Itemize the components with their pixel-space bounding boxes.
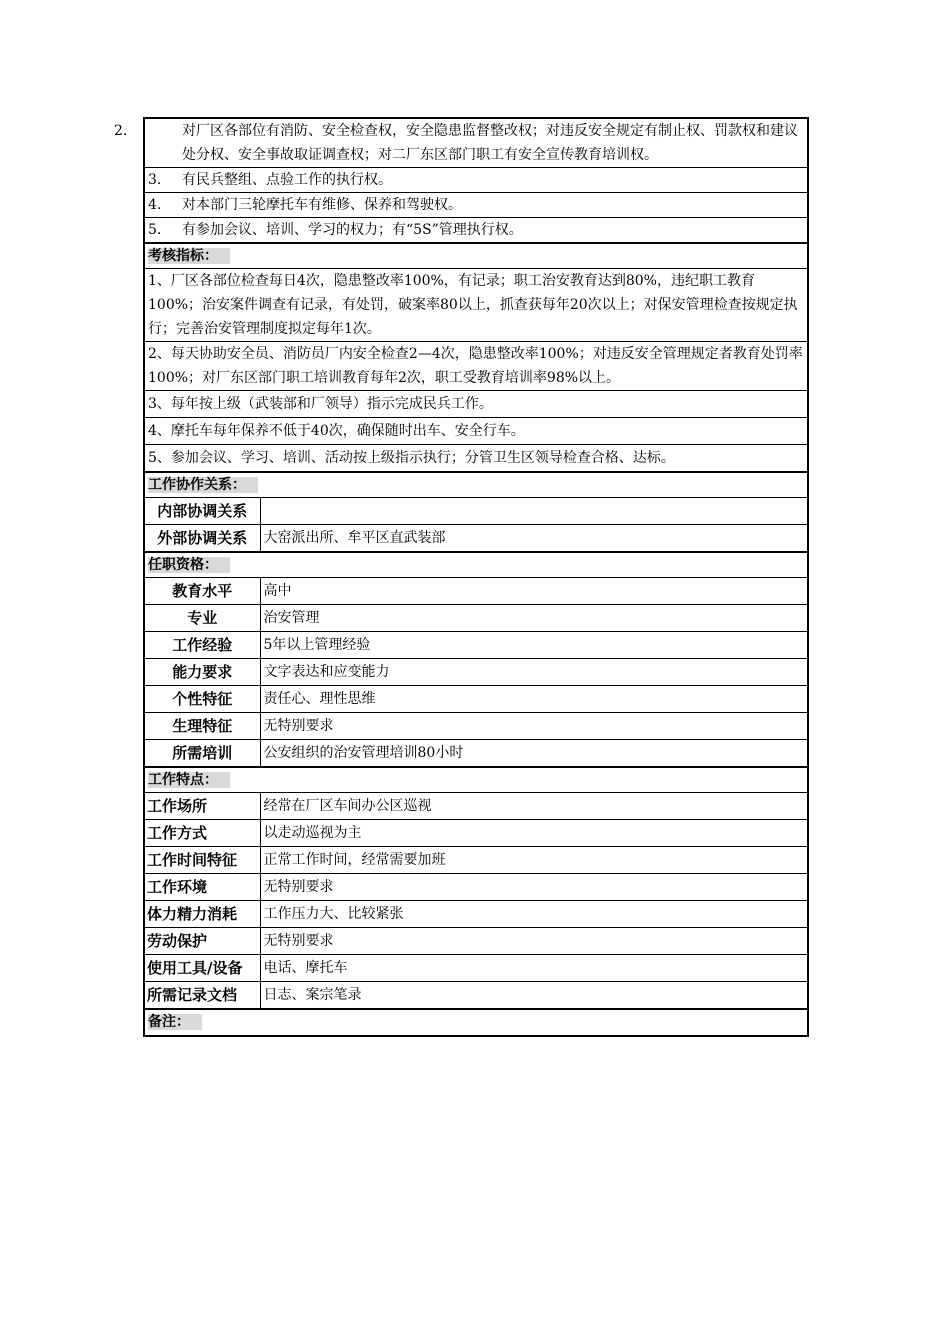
cooperation-value: 大窑派出所、牟平区直武装部: [260, 525, 808, 553]
rights-text: 有民兵整组、点验工作的执行权。: [182, 172, 392, 188]
kpi-item: 5、参加会议、学习、培训、活动按上级指示执行；分管卫生区领导检查合格、达标。: [144, 445, 808, 473]
rights-number: 5.: [148, 222, 162, 238]
remarks-heading: 备注：: [148, 1014, 202, 1030]
features-row: [144, 793, 808, 820]
features-row: [144, 874, 808, 901]
features-row: [144, 928, 808, 955]
qualification-section-header: [144, 552, 808, 578]
features-value: 以走动巡视为主: [260, 820, 808, 847]
qualification-value: 高中: [260, 578, 808, 605]
qualification-row: [144, 659, 808, 686]
qualification-label: 工作经验: [144, 632, 260, 659]
kpi-item: 1、厂区各部位检查每日4次，隐患整改率100%，有记录；职工治安教育达到80%，违纪职工教育100%；治安案件调查有记录，有处罚，破案率80以上，抓查获每年20次以上；对保安管理检查按规定执行；完善治安管理制度拟定每年1次。: [144, 269, 808, 342]
rights-row-2: [144, 118, 808, 168]
features-label: 工作方式: [144, 820, 260, 847]
cooperation-section-header: [144, 472, 808, 498]
features-label: 劳动保护: [144, 928, 260, 955]
features-value: 工作压力大、比较紧张: [260, 901, 808, 928]
job-description-sheet: [114, 117, 807, 1037]
features-value: 日志、案宗笔录: [260, 982, 808, 1010]
qualification-label: 生理特征: [144, 713, 260, 740]
qualification-row: [144, 713, 808, 740]
features-value: 无特别要求: [260, 928, 808, 955]
qualification-row: [144, 578, 808, 605]
job-description-table: [114, 117, 809, 1037]
cooperation-row: [144, 498, 808, 525]
qualification-label: 个性特征: [144, 686, 260, 713]
kpi-item: 2、每天协助安全员、消防员厂内安全检查2—4次，隐患整改率100%；对违反安全管理规定者教育处罚率100%；对厂东区部门职工培训教育每年2次，职工受教育培训率98%以上。: [144, 342, 808, 391]
qualification-row: [144, 740, 808, 768]
kpi-heading: 考核指标：: [148, 248, 230, 264]
rights-row-5: [144, 218, 808, 244]
qualification-heading: 任职资格：: [148, 557, 230, 573]
qualification-value: 5年以上管理经验: [260, 632, 808, 659]
features-label: 工作环境: [144, 874, 260, 901]
features-label: 体力精力消耗: [144, 901, 260, 928]
features-value: 正常工作时间，经常需要加班: [260, 847, 808, 874]
qualification-row: [144, 686, 808, 713]
qualification-value: 公安组织的治安管理培训80小时: [260, 740, 808, 768]
qualification-label: 专业: [144, 605, 260, 632]
features-heading: 工作特点：: [148, 772, 230, 788]
kpi-section-header: [144, 243, 808, 269]
features-row: [144, 847, 808, 874]
cooperation-heading: 工作协作关系：: [148, 477, 258, 493]
features-row: [144, 982, 808, 1010]
cooperation-label: 外部协调关系: [144, 525, 260, 553]
rights-number: 4.: [148, 197, 162, 213]
qualification-value: 文字表达和应变能力: [260, 659, 808, 686]
rights-row-3: [144, 168, 808, 193]
qualification-row: [144, 632, 808, 659]
cooperation-row: [144, 525, 808, 553]
rights-text: 对本部门三轮摩托车有维修、保养和驾驶权。: [182, 197, 462, 213]
qualification-value: 无特别要求: [260, 713, 808, 740]
rights-text: 对厂区各部位有消防、安全检查权，安全隐患监督整改权；对违反安全规定有制止权、罚款权和建议处分权、安全事故取证调查权；对二厂东区部门职工有安全宣传教育培训权。: [182, 123, 798, 163]
features-label: 工作时间特征: [144, 847, 260, 874]
features-value: 无特别要求: [260, 874, 808, 901]
features-row: [144, 901, 808, 928]
cooperation-value: [260, 498, 808, 525]
rights-row-4: [144, 193, 808, 218]
cooperation-label: 内部协调关系: [144, 498, 260, 525]
qualification-value: 责任心、理性思维: [260, 686, 808, 713]
remarks-section-header: [144, 1009, 808, 1036]
features-row: [144, 955, 808, 982]
qualification-label: 所需培训: [144, 740, 260, 768]
kpi-item: 4、摩托车每年保养不低于40次，确保随时出车、安全行车。: [144, 418, 808, 445]
features-value: 经常在厂区车间办公区巡视: [260, 793, 808, 820]
qualification-label: 能力要求: [144, 659, 260, 686]
qualification-label: 教育水平: [144, 578, 260, 605]
features-row: [144, 820, 808, 847]
features-value: 电话、摩托车: [260, 955, 808, 982]
qualification-row: [144, 605, 808, 632]
features-label: 使用工具/设备: [144, 955, 260, 982]
rights-text: 有参加会议、培训、学习的权力；有“5S”管理执行权。: [182, 222, 523, 238]
rights-number: 2.: [114, 123, 128, 139]
qualification-value: 治安管理: [260, 605, 808, 632]
rights-number: 3.: [148, 172, 162, 188]
kpi-item: 3、每年按上级（武装部和厂领导）指示完成民兵工作。: [144, 391, 808, 418]
features-label: 所需记录文档: [144, 982, 260, 1010]
features-label: 工作场所: [144, 793, 260, 820]
features-section-header: [144, 767, 808, 793]
